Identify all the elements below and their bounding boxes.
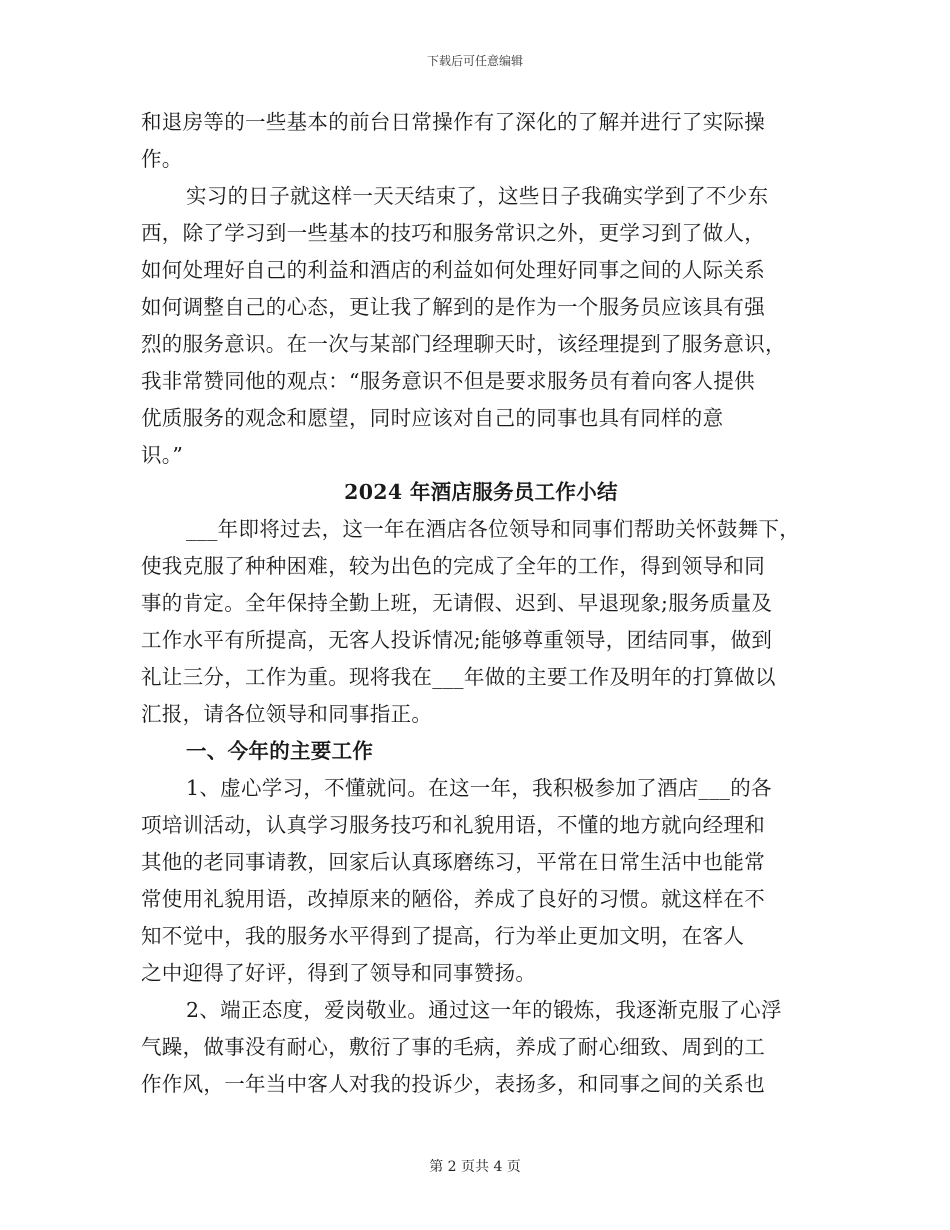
text-line: 其他的老同事请教，回家后认真琢磨练习，平常在日常生活中也能常: [141, 850, 765, 874]
text-line: 工作水平有所提高，无客人投诉情况;能够尊重领导，团结同事，做到: [141, 628, 773, 652]
paragraph-start: 实习的日子就这样一天天结束了，这些日子我确实学到了不少东: [186, 184, 769, 208]
text-line: 事的肯定。全年保持全勤上班，无请假、迟到、早退现象;服务质量及: [141, 591, 773, 615]
paragraph-start: 1、虚心学习，不懂就问。在这一年，我积极参加了酒店___的各: [186, 776, 772, 800]
section-title: 2024 年酒店服务员工作小结: [344, 480, 618, 504]
text-line: 和退房等的一些基本的前台日常操作有了深化的了解并进行了实际操: [141, 110, 765, 134]
text-line: 优质服务的观念和愿望，同时应该对自己的同事也具有同样的意: [141, 406, 724, 430]
text-line: 烈的服务意识。在一次与某部门经理聊天时，该经理提到了服务意识，: [141, 332, 786, 356]
text-line: 气躁，做事没有耐心，敷衍了事的毛病，养成了耐心细致、周到的工: [141, 1035, 765, 1059]
text-line: 如何调整自己的心态，更让我了解到的是作为一个服务员应该具有强: [141, 295, 765, 319]
text-line: 我非常赞同他的观点：“服务意识不但是要求服务员有着向客人提供: [141, 369, 755, 393]
text-line: 常使用礼貌用语，改掉原来的陋俗，养成了良好的习惯。就这样在不: [141, 887, 765, 911]
paragraph-start: 2、端正态度，爱岗敬业。通过这一年的锻炼，我逐渐克服了心浮: [186, 998, 782, 1022]
text-line: 西，除了学习到一些基本的技巧和服务常识之外，更学习到了做人，: [141, 221, 765, 245]
text-line: 作作风，一年当中客人对我的投诉少，表扬多，和同事之间的关系也: [141, 1072, 765, 1096]
text-line: 识。”: [141, 443, 184, 467]
page-footer: 第 2 页共 4 页: [429, 1159, 521, 1175]
text-line: 知不觉中，我的服务水平得到了提高，行为举止更加文明，在客人: [141, 924, 745, 948]
text-line: 之中迎得了好评，得到了领导和同事赞扬。: [141, 961, 537, 985]
text-line: 如何处理好自己的利益和酒店的利益如何处理好同事之间的人际关系: [141, 258, 765, 282]
text-line: 作。: [141, 147, 183, 171]
text-line: 礼让三分，工作为重。现将我在___年做的主要工作及明年的打算做以: [141, 665, 776, 689]
document-body: [141, 104, 821, 1103]
text-line: 使我克服了种种困难，较为出色的完成了全年的工作，得到领导和同: [141, 554, 765, 578]
text-line: 汇报，请各位领导和同事指正。: [141, 702, 433, 726]
page-header: 下载后可任意编辑: [426, 54, 523, 68]
text-line: 项培训活动，认真学习服务技巧和礼貌用语，不懂的地方就向经理和: [141, 813, 765, 837]
subsection-heading: 一、今年的主要工作: [186, 739, 374, 763]
paragraph-start: ___年即将过去，这一年在酒店各位领导和同事们帮助关怀鼓舞下，: [186, 517, 801, 541]
